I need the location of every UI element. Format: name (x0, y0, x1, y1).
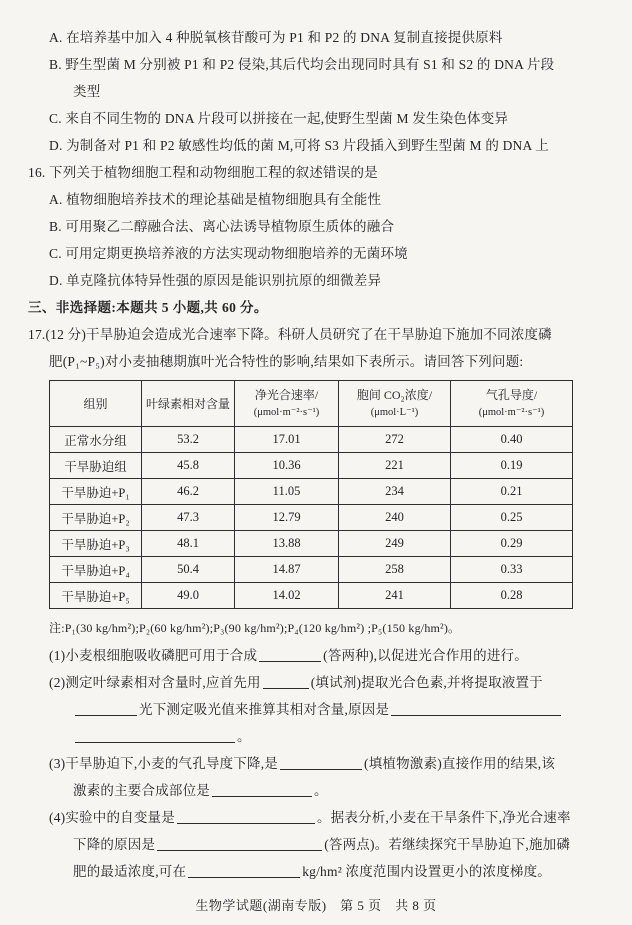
q15-option-a: A. 在培养基中加入 4 种脱氧核苷酸可为 P1 和 P2 的 DNA 复制直接提供原料 (49, 30, 503, 45)
table-row (50, 557, 573, 583)
col-header-co2-label: 胞间 CO₂浓度/ (356, 388, 433, 402)
q16-option-b: B. 可用聚乙二醇融合法、离心法诱导植物原生质体的融合 (49, 219, 395, 234)
col-header-stomatal-conductance-label: 气孔导度/ (485, 388, 538, 402)
q15-option-b-line2: 类型 (73, 84, 101, 99)
col-header-net-photosynthesis (235, 381, 339, 427)
q17-part4-line1-pre: (4)实验中的自变量是 (49, 810, 175, 825)
q17-part1-pre: (1)小麦根细胞吸收磷肥可用于合成 (49, 648, 258, 663)
col-header-group-label: 组别 (83, 396, 108, 411)
q17-part2-line1 (49, 669, 604, 696)
cell-value: 0.28 (451, 583, 573, 609)
answer-blank (157, 838, 322, 851)
q17-stem-line2: 肥(P₁~P₅)对小麦抽穗期旗叶光合特性的影响,结果如下表所示。请回答下列问题: (49, 354, 524, 369)
cell-value: 45.8 (142, 453, 235, 479)
cell-value: 272 (339, 427, 451, 453)
col-header-co2-unit: (μmol·L⁻¹) (370, 407, 419, 418)
q17-part2-line3 (73, 723, 604, 750)
cell-value: 0.21 (451, 479, 573, 505)
table-row (50, 479, 573, 505)
q15-option-c: C. 来自不同生物的 DNA 片段可以拼接在一起,使野生型菌 M 发生染色体变异 (49, 111, 509, 126)
col-header-chlorophyll (142, 381, 235, 427)
q16-option-a: A. 植物细胞培养技术的理论基础是植物细胞具有全能性 (49, 192, 382, 207)
cell-value: 47.3 (142, 505, 235, 531)
q16-option-d: D. 单克隆抗体特异性强的原因是能识别抗原的细微差异 (49, 273, 382, 288)
cell-value: 14.87 (235, 557, 339, 583)
cell-value: 234 (339, 479, 451, 505)
q17-part2-line2-text: 光下测定吸光值来推算其相对含量,原因是 (139, 702, 390, 717)
cell-value: 17.01 (235, 427, 339, 453)
q17-part2-line1-pre: (2)测定叶绿素相对含量时,应首先用 (49, 675, 261, 690)
cell-value: 249 (339, 531, 451, 557)
answer-blank (75, 703, 137, 716)
cell-value: 48.1 (142, 531, 235, 557)
table-row (50, 427, 573, 453)
q17-part4-line3-post: kg/hm² 浓度范围内设置更小的浓度梯度。 (302, 864, 552, 879)
cell-value: 258 (339, 557, 451, 583)
table-row (50, 453, 573, 479)
cell-group: 干旱胁迫+P₃ (50, 531, 142, 557)
q17-part2-line3-end: 。 (237, 729, 251, 744)
q16-stem: 16. 下列关于植物细胞工程和动物细胞工程的叙述错误的是 (28, 165, 378, 180)
answer-blank (75, 730, 235, 743)
answer-blank (177, 811, 315, 824)
table-header-row (50, 381, 573, 427)
page-footer: 生物学试题(湖南专版) 第 5 页 共 8 页 (195, 898, 437, 913)
q17-part3-line1-post: (填植物激素)直接作用的结果,该 (364, 756, 556, 771)
cell-group: 干旱胁迫+P₂ (50, 505, 142, 531)
cell-group: 干旱胁迫组 (50, 453, 142, 479)
cell-value: 0.25 (451, 505, 573, 531)
answer-blank (263, 676, 309, 689)
q17-part4-line1-post: 。据表分析,小麦在干旱条件下,净光合速率 (316, 810, 571, 825)
col-header-chlorophyll-label: 叶绿素相对含量 (145, 396, 230, 411)
cell-group: 正常水分组 (50, 427, 142, 453)
col-header-co2 (339, 381, 451, 427)
cell-value: 241 (339, 583, 451, 609)
table-row (50, 531, 573, 557)
col-header-stomatal-conductance (451, 381, 573, 427)
table-row (50, 583, 573, 609)
cell-value: 0.33 (451, 557, 573, 583)
col-header-group (50, 381, 142, 427)
q17-part4-line3 (73, 858, 604, 885)
cell-value: 14.02 (235, 583, 339, 609)
cell-value: 0.40 (451, 427, 573, 453)
cell-group: 干旱胁迫+P₅ (50, 583, 142, 609)
cell-value: 50.4 (142, 557, 235, 583)
table-row (50, 505, 573, 531)
q17-part4-line3-pre: 肥的最适浓度,可在 (73, 864, 187, 879)
cell-value: 13.88 (235, 531, 339, 557)
q17-part4-line1 (49, 804, 604, 831)
q17-part3-line1-pre: (3)干旱胁迫下,小麦的气孔导度下降,是 (49, 756, 278, 771)
q17-part3-line2-end: 。 (314, 783, 328, 798)
cell-value: 11.05 (235, 479, 339, 505)
col-header-stomatal-conductance-unit: (μmol·m⁻²·s⁻¹) (478, 407, 545, 418)
cell-group: 干旱胁迫+P₁ (50, 479, 142, 505)
answer-blank (188, 865, 300, 878)
answer-blank (259, 649, 321, 662)
cell-value: 12.79 (235, 505, 339, 531)
q17-part1 (49, 642, 604, 669)
table-note: 注:P₁(30 kg/hm²);P₂(60 kg/hm²);P₃(90 kg/hm²);P₄(120 kg/hm²) ;P₅(150 kg/hm²)。 (49, 621, 461, 635)
answer-blank (280, 757, 362, 770)
q15-option-d: D. 为制备对 P1 和 P2 敏感性均低的菌 M,可将 S3 片段插入到野生型菌 M 的 DNA 上 (49, 138, 549, 153)
q17-part4-line2-post: (答两点)。若继续探究干旱胁迫下,施加磷 (324, 837, 571, 852)
q17-part3-line2 (73, 777, 604, 804)
answer-blank (212, 784, 312, 797)
cell-value: 240 (339, 505, 451, 531)
q17-part2-line1-post: (填试剂)提取光合色素,并将提取液置于 (310, 675, 543, 690)
q17-stem-line1: 17.(12 分)干旱胁迫会造成光合速率下降。科研人员研究了在干旱胁迫下施加不同浓度磷 (28, 327, 552, 342)
cell-value: 49.0 (142, 583, 235, 609)
cell-value: 53.2 (142, 427, 235, 453)
answer-blank (391, 703, 561, 716)
cell-value: 221 (339, 453, 451, 479)
col-header-net-photosynthesis-unit: (μmol·m⁻²·s⁻¹) (253, 407, 320, 418)
cell-value: 46.2 (142, 479, 235, 505)
q17-part1-post: (答两种),以促进光合作用的进行。 (323, 648, 528, 663)
q17-part3-line2-pre: 激素的主要合成部位是 (73, 783, 210, 798)
results-table (49, 380, 573, 609)
section3-header: 三、非选择题:本题共 5 小题,共 60 分。 (28, 300, 268, 315)
q15-option-b-line1: B. 野生型菌 M 分别被 P1 和 P2 侵染,其后代均会出现同时具有 S1 和 S2 的 DNA 片段 (49, 57, 555, 72)
cell-value: 0.29 (451, 531, 573, 557)
col-header-net-photosynthesis-label: 净光合速率/ (254, 388, 319, 402)
cell-value: 10.36 (235, 453, 339, 479)
q17-part2-line2 (73, 696, 604, 723)
q17-part4-line2 (73, 831, 604, 858)
q17-part3-line1 (49, 750, 604, 777)
cell-group: 干旱胁迫+P₄ (50, 557, 142, 583)
q17-part4-line2-pre: 下降的原因是 (73, 837, 156, 852)
cell-value: 0.19 (451, 453, 573, 479)
q16-option-c: C. 可用定期更换培养液的方法实现动物细胞培养的无菌环境 (49, 246, 408, 261)
